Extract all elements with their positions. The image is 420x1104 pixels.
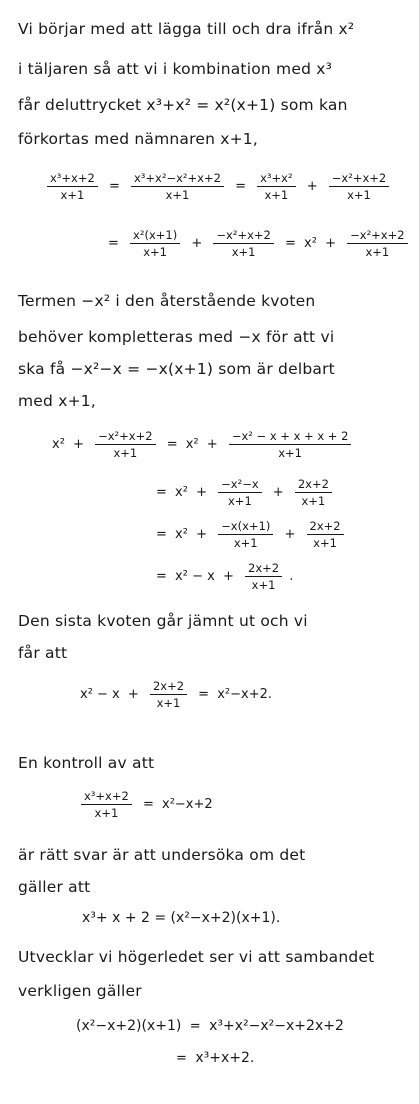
equation-3: x² + $\frac{\text{−x²+x+2}}{x+1}$ = x² + $\frac{\text{−x² − x + x + x + 2}}{x+1}$ [52, 428, 354, 461]
equation-2: = $\frac{\text{x²(x+1)}}{x+1}$ + $\frac{\text{−x²+x+2}}{x+1}$ = x² + $\frac{\text{−x²+x+2}}{x+1}$ [104, 227, 411, 260]
fraction: $\frac{\text{−x²+x+2}}{x+1}$ [213, 227, 273, 260]
text-line: får att [18, 644, 68, 662]
fraction: $\frac{\text{x²(x+1)}}{x+1}$ [130, 227, 180, 260]
text-line: får deluttrycket x³+x² = x²(x+1) som kan [18, 96, 348, 114]
equation-11: = x³+x+2. [176, 1050, 255, 1066]
fraction: $\frac{\text{−x²+x+2}}{x+1}$ [329, 170, 389, 203]
text-line: En kontroll av att [18, 754, 155, 772]
equation-5: = x² + $\frac{-x(x+1)}{x+1}$ + $\frac{2x+2}{x+1}$ [152, 518, 347, 551]
fraction: $\frac{2x+2}{x+1}$ [245, 560, 282, 593]
math-term: x² [304, 236, 317, 251]
fraction: $\frac{-x(x+1)}{x+1}$ [218, 518, 273, 551]
fraction: $\frac{2x+2}{x+1}$ [295, 476, 332, 509]
equation-1: $\frac{\text{x³+x+2}}{x+1}$ = $\frac{\text{x³+x²−x²+x+2}}{x+1}$ = $\frac{\text{x³+x²}}{x+1}$ + $\frac{\text{−x²+x+2}}{x+1}$ [44, 170, 392, 203]
equation-9: x³+ x + 2 = (x²−x+2)(x+1). [82, 910, 281, 926]
text-line: Den sista kvoten går jämnt ut och vi [18, 612, 308, 630]
equation-6: = x² − x + $\frac{2x+2}{x+1}$ . [156, 561, 294, 592]
text-line: med x+1, [18, 392, 96, 410]
fraction: $\frac{2x+2}{x+1}$ [150, 678, 187, 711]
text-line: behöver kompletteras med −x för att vi [18, 328, 335, 346]
text-line: ska få −x²−x = −x(x+1) som är delbart [18, 360, 335, 378]
text-line: Utvecklar vi högerledet ser vi att sambandet [18, 948, 375, 966]
text-line: gäller att [18, 878, 91, 896]
fraction: $\frac{2x+2}{x+1}$ [307, 518, 344, 551]
text-line: i täljaren så att vi i kombination med x³ [18, 60, 333, 78]
fraction: $\frac{\text{x³+x²}}{x+1}$ [257, 170, 295, 203]
equation-7: x² − x + $\frac{2x+2}{x+1}$ = x²−x+2. [80, 679, 273, 710]
fraction: $\frac{\text{x³+x+2}}{x+1}$ [81, 788, 132, 821]
fraction: $\frac{\text{−x²−x}}{x+1}$ [218, 476, 262, 509]
equation-8: $\frac{\text{x³+x+2}}{x+1}$ = x²−x+2 [78, 788, 213, 821]
text-line: verkligen gäller [18, 982, 142, 1000]
text-line: är rätt svar är att undersöka om det [18, 846, 306, 864]
fraction: $\frac{\text{−x²+x+2}}{x+1}$ [347, 227, 407, 260]
fraction: $\frac{\text{x³+x+2}}{x+1}$ [47, 170, 98, 203]
equation-10: (x²−x+2)(x+1) = x³+x²−x²−x+2x+2 [76, 1018, 344, 1034]
text-line: Termen −x² i den återstående kvoten [18, 292, 316, 310]
equation-4: = x² + $\frac{\text{−x²−x}}{x+1}$ + $\frac{2x+2}{x+1}$ [152, 476, 335, 509]
text-line: Vi börjar med att lägga till och dra ifrån x² [18, 20, 355, 38]
fraction: $\frac{\text{x³+x²−x²+x+2}}{x+1}$ [131, 170, 224, 203]
fraction: $\frac{\text{−x² − x + x + x + 2}}{x+1}$ [229, 428, 352, 461]
fraction: $\frac{\text{−x²+x+2}}{x+1}$ [95, 428, 155, 461]
text-line: förkortas med nämnaren x+1, [18, 130, 258, 148]
